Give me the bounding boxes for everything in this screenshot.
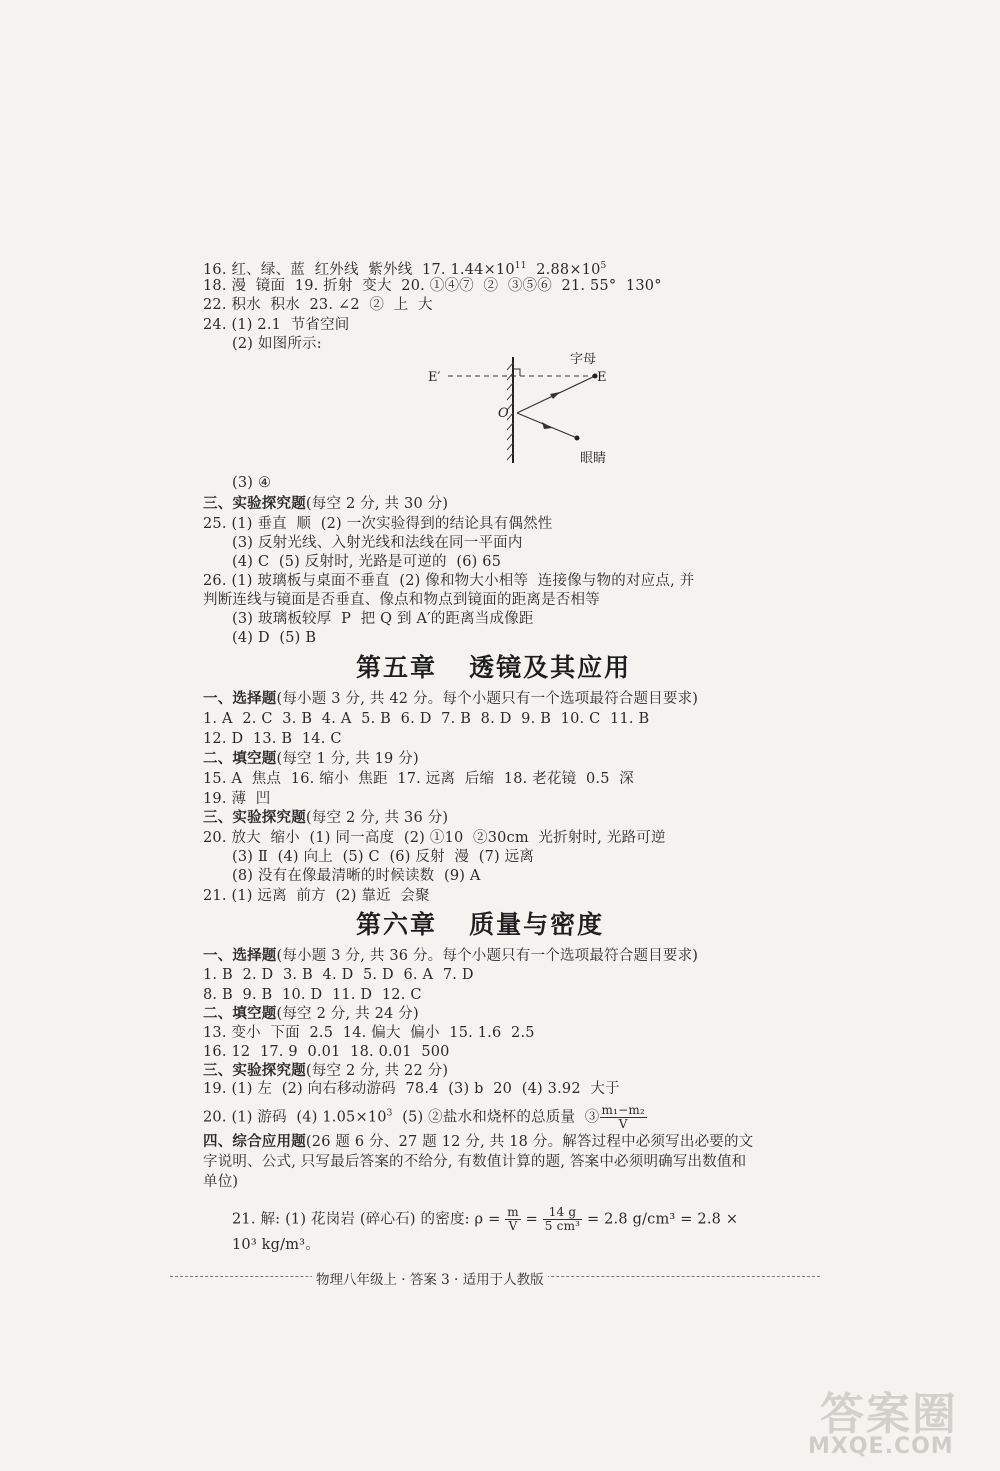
- ch6-choice-answers-2: 8. B 9. B 10. D 11. D 12. C: [203, 987, 422, 1003]
- section-heading-experiment-a: 三、实验探究题(每空 2 分, 共 30 分): [203, 496, 449, 512]
- answer-line-26-1: 26. (1) 玻璃板与桌面不垂直 (2) 像和物大小相等 连接像与物的对应点, 并: [203, 573, 695, 589]
- density-fraction-m-over-v: $\frac{m}{V}$: [507, 1205, 519, 1233]
- answer-line-18: 18. 漫 镜面 19. 折射 变大 20. ①④⑦ ② ③⑤⑥ 21. 55° 130°: [203, 278, 662, 294]
- answer-line-24-3: (3) ④: [232, 475, 272, 491]
- label-e: E: [597, 370, 607, 385]
- ch6-experiment-line-2: 20. (1) 游码 (4) $1.05\times 10^3$ (5) ②盐水和烧杯的总质量 ③ $\frac{\text{m₁−m₂}}{V}$: [203, 1103, 645, 1131]
- density-fraction-values: $\frac{14 g}{\text{5 cm³}}$: [544, 1205, 581, 1233]
- ch6-section-choice-heading: 一、选择题(每小题 3 分, 共 36 分。每个小题只有一个选项最符合题目要求): [203, 948, 699, 964]
- ch6-section-comprehensive-heading: 四、综合应用题(26 题 6 分、27 题 12 分, 共 18 分。解答过程中必须写出必要的文: [203, 1134, 754, 1150]
- answer-line-22: 22. 积水 积水 23. ∠2 ② 上 大: [203, 297, 433, 313]
- ch6-fill-answers-1: 13. 变小 下面 2.5 14. 偏大 偏小 15. 1.6 2.5: [203, 1025, 535, 1041]
- ch5-experiment-line-2: (3) Ⅱ (4) 向上 (5) C (6) 反射 漫 (7) 远离: [232, 849, 535, 865]
- answer-line-26-4: (4) D (5) B: [232, 630, 317, 646]
- ch6-fill-answers-2: 16. 12 17. 9 0.01 18. 0.01 500: [203, 1044, 450, 1060]
- ch5-fill-answers-1: 15. A 焦点 16. 缩小 焦距 17. 远离 后缩 18. 老花镜 0.5 深: [203, 771, 634, 787]
- label-e-prime: E′: [428, 370, 441, 385]
- chapter-5-title: 第五章 透镜及其应用: [356, 653, 632, 682]
- answer-line-25-1: 25. (1) 垂直 顺 (2) 一次实验得到的结论具有偶然性: [203, 516, 553, 532]
- answer-line-24-1: 24. (1) 2.1 节省空间: [203, 317, 350, 333]
- ch6-section-experiment-heading: 三、实验探究题(每空 2 分, 共 22 分): [203, 1063, 449, 1079]
- answer-line-24-2: (2) 如图所示:: [232, 336, 322, 352]
- ch6-section-fill-heading: 二、填空题(每空 2 分, 共 24 分): [203, 1006, 419, 1022]
- density-formula-fraction: $\frac{\text{m₁−m₂}}{V}$: [601, 1103, 645, 1131]
- ch6-solution-line-2: 10³ kg/m³。: [232, 1237, 320, 1253]
- ch5-experiment-line-1: 20. 放大 缩小 (1) 同一高度 (2) ①10 ②30cm 光折射时, 光路可逆: [203, 830, 666, 846]
- mirror-reflection-diagram: [420, 345, 630, 470]
- ch6-choice-answers-1: 1. B 2. D 3. B 4. D 5. D 6. A 7. D: [203, 967, 474, 983]
- ch5-fill-answers-2: 19. 薄 凹: [203, 791, 271, 807]
- answer-line-26-2: 判断连线与镜面是否垂直、像点和物点到镜面的距离是否相等: [203, 592, 600, 608]
- chapter-6-title: 第六章 质量与密度: [356, 910, 605, 939]
- watermark-site: MXQE.COM: [808, 1434, 954, 1459]
- ch6-experiment-line-1: 19. (1) 左 (2) 向右移动游码 78.4 (3) b 20 (4) 3.92 大于: [203, 1081, 620, 1097]
- answer-line-25-2: (3) 反射光线、入射光线和法线在同一平面内: [232, 535, 523, 551]
- ch5-choice-answers-2: 12. D 13. B 14. C: [203, 731, 342, 747]
- ch5-choice-answers-1: 1. A 2. C 3. B 4. A 5. B 6. D 7. B 8. D 9. B 10. C 11. B: [203, 711, 650, 727]
- label-o: O: [498, 406, 509, 421]
- ch5-experiment-line-4: 21. (1) 远离 前方 (2) 靠近 会聚: [203, 888, 430, 904]
- answer-line-26-3: (3) 玻璃板较厚 P 把 Q 到 A′的距离当成像距: [232, 611, 534, 627]
- ch6-comprehensive-line-2: 字说明、公式, 只写最后答案的不给分, 有数值计算的题, 答案中必须明确写出数值和: [203, 1154, 747, 1170]
- label-eye: 眼睛: [580, 451, 607, 466]
- watermark-logo: 答案圈: [820, 1389, 958, 1440]
- ch5-section-choice-heading: 一、选择题(每小题 3 分, 共 42 分。每个小题只有一个选项最符合题目要求): [203, 691, 699, 707]
- ch6-comprehensive-line-3: 单位): [203, 1174, 239, 1190]
- answer-line-25-3: (4) C (5) 反射时, 光路是可逆的 (6) 65: [232, 554, 502, 570]
- ch5-section-fill-heading: 二、填空题(每空 1 分, 共 19 分): [203, 751, 419, 767]
- ch5-section-experiment-heading: 三、实验探究题(每空 2 分, 共 36 分): [203, 810, 449, 826]
- ch6-solution-line-1: 21. 解: (1) 花岗岩 (碎心石) 的密度: ρ = $\frac{m}{V}$ = $\frac{14 g}{\text{5 cm³}}$ = 2.8 g/cm³ = 2.8 ×: [232, 1205, 739, 1233]
- answer-line-16: 16. 红、绿、蓝 红外线 紫外线 17. $1.44\times 10^{11}$ $2.88\times 10^5$: [203, 261, 607, 278]
- ch5-experiment-line-3: (8) 没有在像最清晰的时候读数 (9) A: [232, 868, 481, 884]
- label-letter: 字母: [570, 352, 597, 367]
- page-footer: 物理八年级上 · 答案 3 · 适用于人教版: [312, 1268, 548, 1288]
